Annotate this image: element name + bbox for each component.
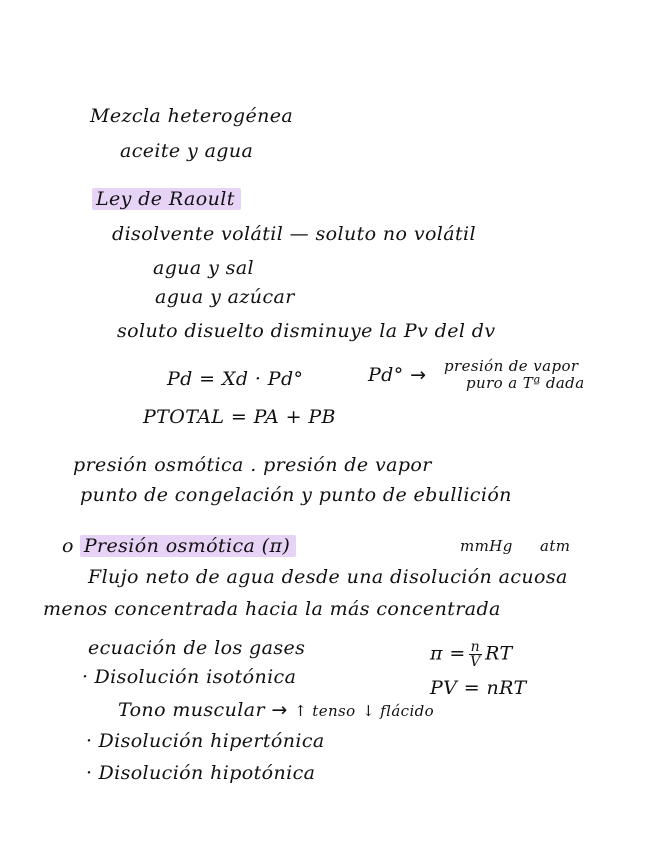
pd0-symbol: Pd°	[368, 364, 404, 386]
pd0-label	[368, 364, 426, 386]
pv-nrt-formula: PV = nRT	[430, 677, 527, 699]
bullet-dot-icon: ·	[86, 730, 93, 752]
ley-raoult-heading	[92, 188, 241, 210]
fraction-numerator: n	[470, 639, 481, 655]
ecuacion-gases-text: ecuación de los gases	[88, 637, 306, 659]
tenso-label: ↑ tenso	[294, 702, 356, 720]
colligative-props-line1: presión osmótica . presión de vapor	[73, 454, 432, 476]
arrow-right-icon: →	[271, 699, 288, 721]
hipotonica-item	[86, 762, 315, 784]
unit-mmhg: mmHg	[460, 537, 513, 555]
presion-osmotica-heading	[62, 535, 296, 557]
disolvente-text: disolvente volátil — soluto no volátil	[112, 223, 476, 245]
pd0-desc-line2: puro a Tª dada	[466, 374, 585, 392]
agua-sal-text: agua y sal	[153, 257, 255, 279]
hipertonica-item	[86, 730, 325, 752]
arrow-icon: →	[410, 364, 427, 386]
fraction-denominator: V	[470, 654, 481, 670]
pd0-desc-line1: presión de vapor	[444, 357, 579, 375]
tono-muscular-line	[118, 699, 434, 721]
flujo-line2: menos concentrada hacia la más concentrada	[43, 598, 501, 620]
aceite-agua-text: aceite y agua	[120, 140, 254, 162]
isotonica-item	[82, 666, 296, 688]
pi-formula	[430, 640, 513, 669]
mezcla-heading: Mezcla heterogénea	[90, 105, 294, 127]
n-over-v-fraction	[469, 640, 482, 669]
hipotonica-label: Disolución hipotónica	[98, 762, 316, 784]
bullet-dot-icon: ·	[86, 762, 93, 784]
ptotal-formula: PTOTAL = PA + PB	[143, 406, 336, 428]
colligative-props-line2: punto de congelación y punto de ebullición	[80, 484, 512, 506]
isotonica-label: Disolución isotónica	[94, 666, 297, 688]
unit-atm: atm	[540, 537, 571, 555]
bullet-dot-icon: ·	[82, 666, 89, 688]
flacido-label: ↓ flácido	[362, 702, 435, 720]
pi-lhs: π =	[430, 642, 466, 665]
flujo-line1: Flujo neto de agua desde una disolución acuosa	[88, 566, 568, 588]
circle-bullet-icon: o	[62, 535, 74, 557]
pd-formula: Pd = Xd · Pd°	[167, 368, 304, 390]
soluto-disuelto-text: soluto disuelto disminuye la Pv del dv	[117, 320, 496, 342]
presion-osmotica-highlight: Presión osmótica (π)	[80, 535, 296, 557]
agua-azucar-text: agua y azúcar	[155, 286, 295, 308]
ley-raoult-highlight: Ley de Raoult	[92, 188, 241, 210]
tono-label: Tono muscular	[118, 699, 265, 721]
pi-rt: RT	[485, 642, 513, 665]
hipertonica-label: Disolución hipertónica	[98, 730, 325, 752]
